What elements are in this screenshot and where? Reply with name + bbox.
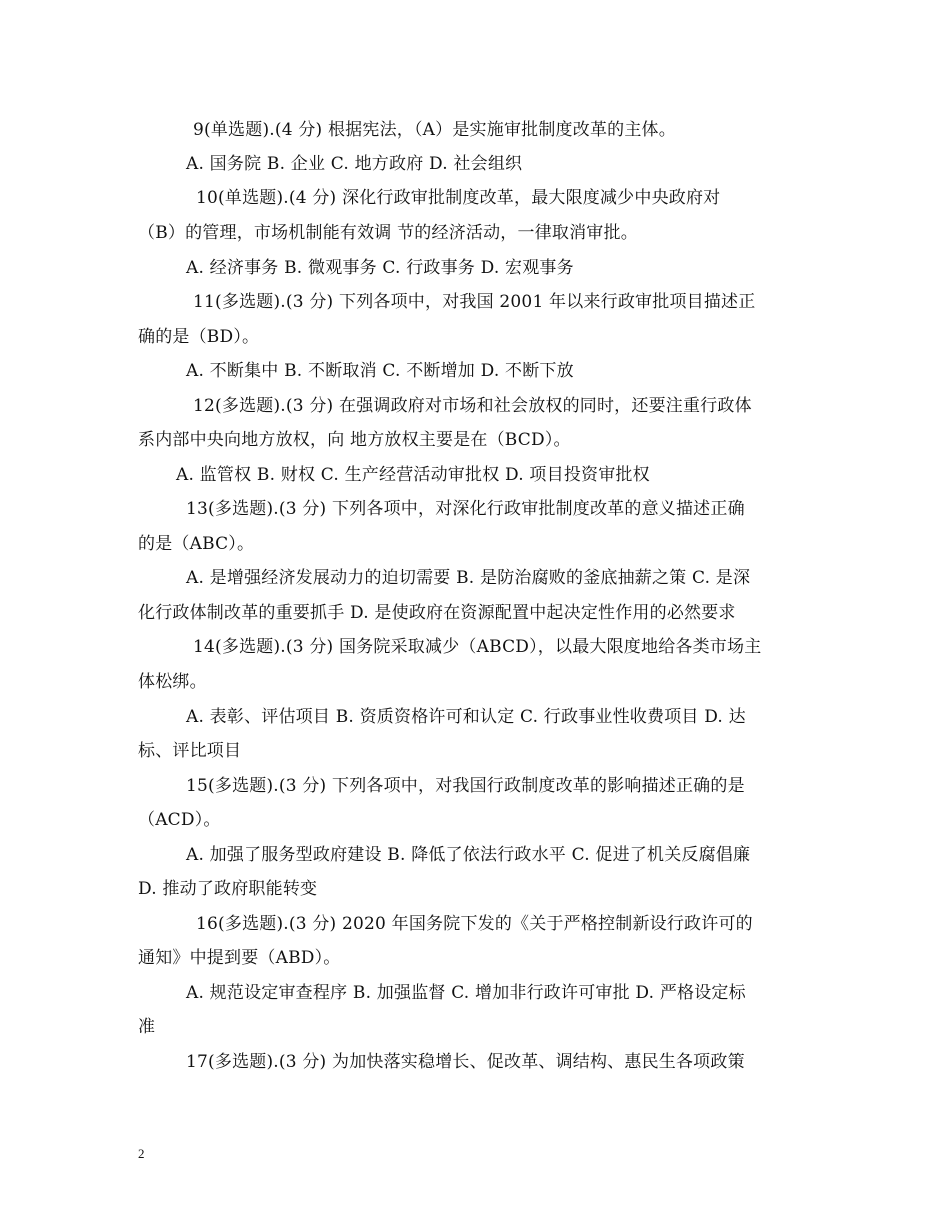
q14-question-cont: 体松绑。 — [138, 672, 207, 692]
q16-question: 16(多选题).(3 分) 2020 年国务院下发的《关于严格控制新设行政许可的 — [196, 914, 753, 934]
q15-question: 15(多选题).(3 分) 下列各项中，对我国行政制度改革的影响描述正确的是 — [186, 776, 745, 796]
q17-question: 17(多选题).(3 分) 为加快落实稳增长、促改革、调结构、惠民生各项政策 — [186, 1052, 745, 1072]
q15-question-cont: （ACD）。 — [138, 810, 221, 830]
q9-options: A. 国务院 B. 企业 C. 地方政府 D. 社会组织 — [186, 154, 523, 174]
q9-question: 9(单选题).(4 分) 根据宪法，（A）是实施审批制度改革的主体。 — [193, 120, 676, 140]
q11-question: 11(多选题).(3 分) 下列各项中，对我国 2001 年以来行政审批项目描述正 — [193, 292, 756, 312]
page-number: 2 — [138, 1146, 145, 1161]
q12-question: 12(多选题).(3 分) 在强调政府对市场和社会放权的同时，还要注重行政体 — [193, 396, 752, 416]
q11-options: A. 不断集中 B. 不断取消 C. 不断增加 D. 不断下放 — [186, 361, 574, 381]
q10-options: A. 经济事务 B. 微观事务 C. 行政事务 D. 宏观事务 — [186, 258, 574, 278]
q13-question: 13(多选题).(3 分) 下列各项中，对深化行政审批制度改革的意义描述正确 — [186, 499, 745, 519]
q10-question-cont: （B）的管理，市场机制能有效调 节的经济活动，一律取消审批。 — [138, 223, 638, 243]
q16-options-cont: 准 — [138, 1017, 156, 1037]
q12-options: A. 监管权 B. 财权 C. 生产经营活动审批权 D. 项目投资审批权 — [176, 465, 650, 485]
q10-question: 10(单选题).(4 分) 深化行政审批制度改革，最大限度减少中央政府对 — [196, 188, 721, 208]
q16-question-cont: 通知》中提到要（ABD）。 — [138, 948, 341, 968]
q13-options: A. 是增强经济发展动力的迫切需要 B. 是防治腐败的釜底抽薪之策 C. 是深 — [186, 568, 751, 588]
q16-options: A. 规范设定审查程序 B. 加强监督 C. 增加非行政许可审批 D. 严格设定标 — [186, 983, 746, 1003]
q11-question-cont: 确的是（BD）。 — [138, 327, 260, 347]
q14-options-cont: 标、评比项目 — [138, 741, 242, 761]
q14-options: A. 表彰、评估项目 B. 资质资格许可和认定 C. 行政事业性收费项目 D. 达 — [186, 707, 746, 727]
q13-options-cont: 化行政体制改革的重要抓手 D. 是使政府在资源配置中起决定性作用的必然要求 — [138, 603, 736, 623]
q14-question: 14(多选题).(3 分) 国务院采取减少（ABCD），以最大限度地给各类市场主 — [193, 637, 762, 657]
q13-question-cont: 的是（ABC）。 — [138, 534, 255, 554]
q12-question-cont: 系内部中央向地方放权，向 地方放权主要是在（BCD）。 — [138, 430, 571, 450]
q15-options: A. 加强了服务型政府建设 B. 降低了依法行政水平 C. 促进了机关反腐倡廉 — [186, 845, 751, 865]
q15-options-cont: D. 推动了政府职能转变 — [138, 879, 318, 899]
